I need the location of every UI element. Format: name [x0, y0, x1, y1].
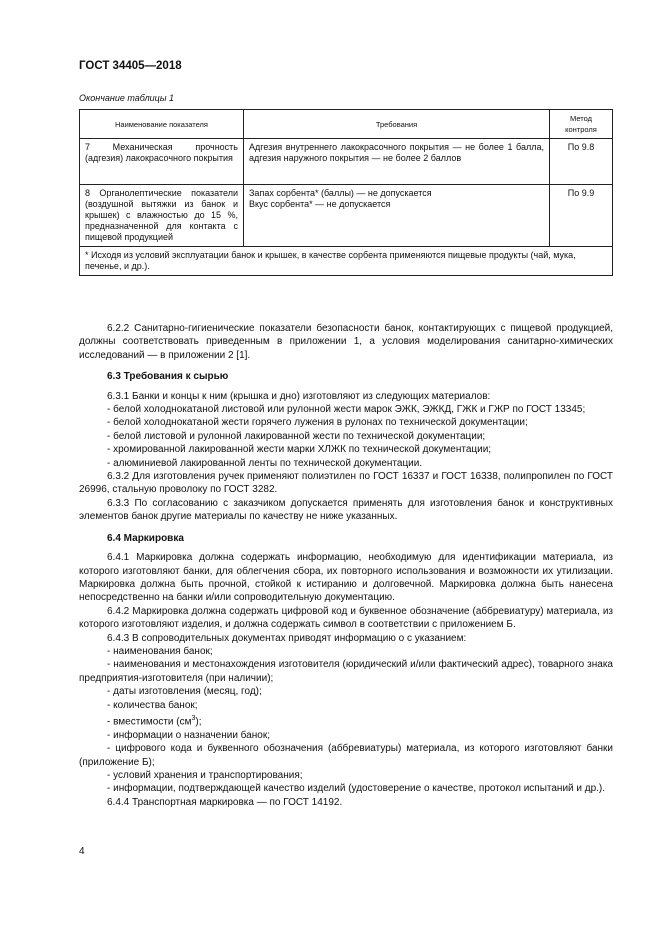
- row-requirement-cell: [244, 185, 550, 247]
- volume-suffix: );: [195, 716, 202, 728]
- row-name-cell: 8 Органолептические показатели (воздушной вытяжки из банок и крышек) с влажностью до 15 %, предназначенной для контакта с пищевой продукцией: [80, 185, 244, 247]
- row-name-cell: 7 Механическая прочность (адгезия) лакокрасочного покрытия: [80, 139, 244, 185]
- paragraph-6-2-2: 6.2.2 Санитарно-гигиенические показатели безопасности банок, контактирующих с пищевой продукцией, должны соответствовать приведенным в приложении 1, а условия моделирования санитарно-химических исследований — в приложении 2 [1].: [79, 323, 613, 361]
- paragraph-6-4-4: 6.4.4 Транспортная маркировка — по ГОСТ 14192.: [107, 796, 343, 808]
- list-item: - даты изготовления (месяц, год);: [107, 686, 262, 698]
- column-header-requirements: Требования: [244, 110, 550, 139]
- paragraph-6-3-2: 6.3.2 Для изготовления ручек применяют полиэтилен по ГОСТ 16337 и ГОСТ 16338, полипропилен по ГОСТ 26996, стальную проволоку по ГОСТ 3282.: [79, 471, 613, 496]
- list-item: - количества банок;: [107, 699, 198, 711]
- list-item: - хромированной лакированной жести марки ХЛЖК по технической документации;: [107, 444, 492, 456]
- list-item: - белой холоднокатаной листовой или рулонной жести марок ЭЖК, ЭЖКД, ГЖК и ГЖР по ГОСТ 13345;: [107, 404, 586, 416]
- row-method-cell: По 9.8: [550, 139, 613, 185]
- table-1: [79, 109, 613, 276]
- table-footnote: * Исходя из условий эксплуатации банок и крышек, в качестве сорбента применяются пищевые продукты (чай, мука, печенье, и др.).: [80, 247, 613, 276]
- document-header: ГОСТ 34405—2018: [79, 60, 182, 72]
- list-item: - наименования и местонахождения изготовителя (юридический и/или фактический адрес), товарного знака предприятия-изготовителя (при наличии);: [79, 659, 613, 684]
- page-number: 4: [79, 846, 85, 857]
- list-item: - наименования банок;: [107, 645, 213, 657]
- column-header-name: Наименование показателя: [80, 110, 244, 139]
- table-caption: Окончание таблицы 1: [79, 93, 174, 103]
- list-item-volume: [79, 712, 613, 729]
- row-method-cell: По 9.9: [550, 185, 613, 247]
- requirement-line: Запах сорбента* (баллы) — не допускается: [249, 188, 432, 198]
- paragraph-6-3-3: 6.3.3 По согласованию с заказчиком допускается применять для изготовления банок и конструктивных элементов банок другие материалы по качеству не ниже указанных.: [79, 497, 613, 523]
- section-heading-6-4: 6.4 Маркировка: [107, 532, 184, 544]
- row-requirement-cell: Адгезия внутреннего лакокрасочного покрытия — не более 1 балла, адгезия наружного покрытия — не более 2 баллов: [244, 139, 550, 185]
- paragraph-6-4-1: 6.4.1 Маркировка должна содержать информацию, необходимую для идентификации материала, из которого изготовляют банки, для облегчения сбора, их повторного использования и возможности их утилизации. Маркировка должна быть прочной, стойкой к истиранию и долговечной. Маркировка должна быть нанесена непосредственно на банки и/или сопроводительную документацию.: [79, 552, 613, 604]
- paragraph-6-4-2: 6.4.2 Маркировка должна содержать цифровой код и буквенное обозначение (аббревиатуру) материала, из которого изготовляют изделия, и должна содержать символ в соответствии с приложением Б.: [79, 605, 613, 631]
- section-heading-6-3: 6.3 Требования к сырью: [107, 371, 229, 383]
- paragraph-6-4-3: 6.4.3 В сопроводительных документах приводят информацию о с указанием:: [107, 632, 467, 644]
- table-header-row: [80, 110, 613, 139]
- table-row: [80, 139, 613, 185]
- list-item: - цифрового кода и буквенного обозначения (аббревиатуры) материала, из которого изготовляют банки (приложение Б);: [79, 743, 613, 768]
- list-item: - информации о назначении банок;: [107, 729, 270, 741]
- table-row: [80, 185, 613, 247]
- table-footnote-row: [80, 247, 613, 276]
- list-item: - алюминиевой лакированной ленты по технической документации.: [107, 457, 423, 469]
- volume-text: - вместимости (см: [107, 716, 192, 728]
- volume-superscript: 3: [191, 714, 196, 722]
- list-item: - белой холоднокатаной жести горячего лужения в рулонах по технической документации;: [107, 417, 528, 429]
- list-item: - информации, подтверждающей качество изделий (удостоверение о качестве, протокол испытаний и др.).: [107, 783, 606, 795]
- requirement-line: Вкус сорбента* — не допускается: [249, 199, 391, 209]
- paragraph-6-3-1: 6.3.1 Банки и концы к ним (крышка и дно) изготовляют из следующих материалов:: [107, 390, 491, 402]
- list-item: - условий хранения и транспортирования;: [107, 769, 303, 781]
- column-header-method: Метод контроля: [550, 110, 613, 139]
- list-item: - белой листовой и рулонной лакированной жести по технической документации;: [107, 430, 486, 442]
- body-text: [79, 322, 613, 809]
